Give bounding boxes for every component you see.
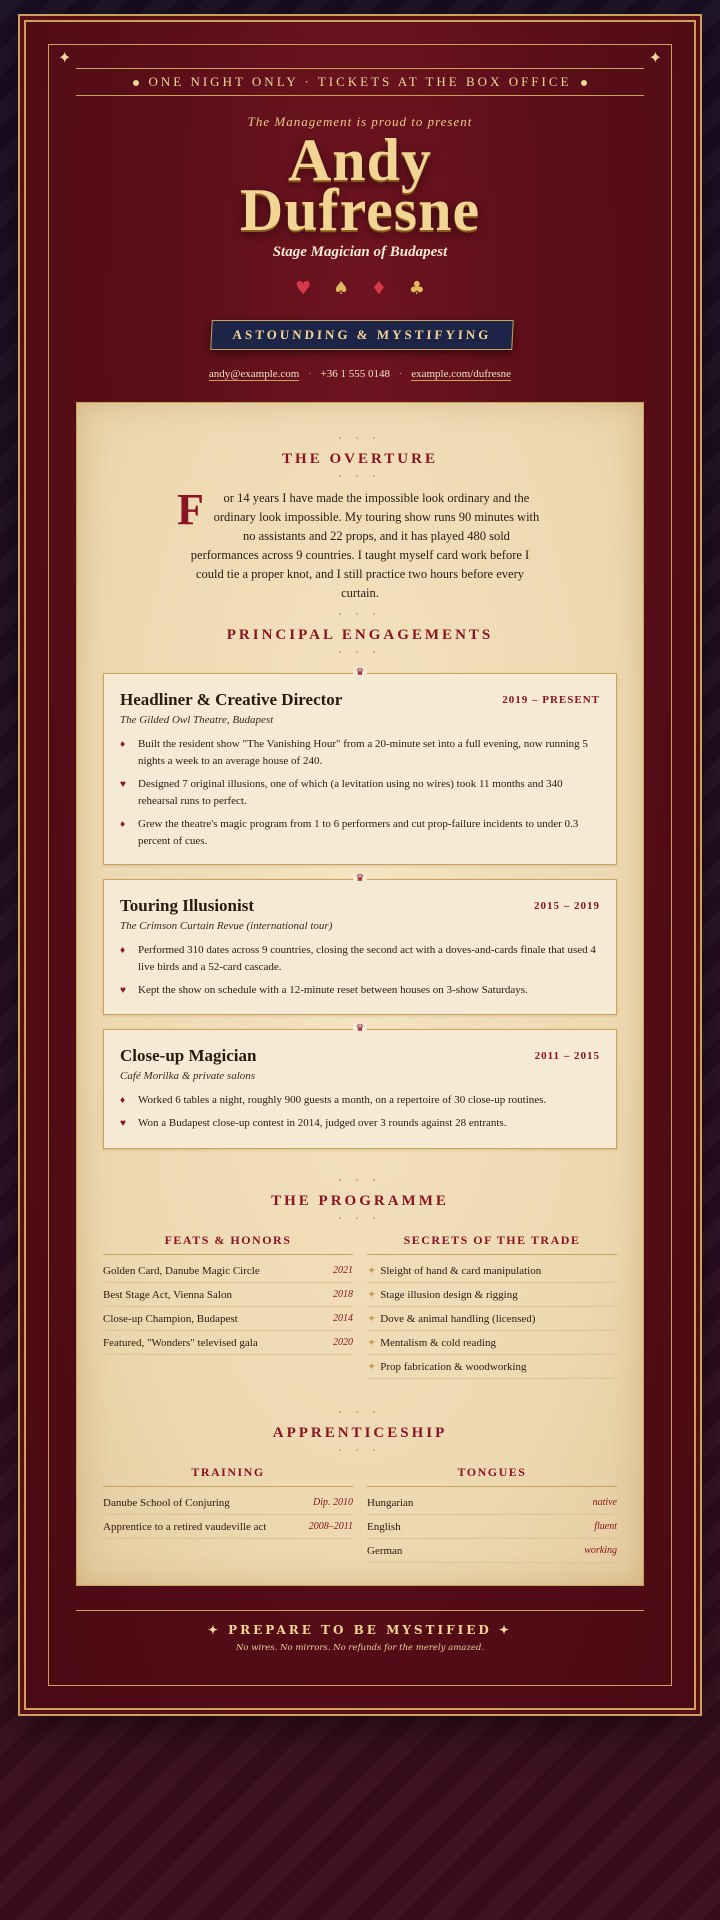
job-place: The Crimson Curtain Revue (international tour) xyxy=(120,920,333,932)
separator: · xyxy=(398,368,403,380)
column-heading-training: TRAINING xyxy=(103,1465,353,1487)
name-last: Dufresne xyxy=(239,177,481,243)
training-label: Danube School of Conjuring xyxy=(103,1497,230,1509)
honor-year: 2020 xyxy=(333,1337,353,1348)
bullet-text: Designed 7 original illusions, one of which (a levitation using no wires) took 11 months and 340 rehearsal runs to perfect. xyxy=(138,778,563,807)
card-suits xyxy=(26,278,694,299)
table-row xyxy=(103,1259,353,1283)
section-title-apprenticeship: APPRENTICESHIP xyxy=(272,1425,448,1441)
website-link[interactable]: example.com/dufresne xyxy=(411,368,512,380)
divider-dots: • • • xyxy=(338,1176,382,1185)
section-title-programme: THE PROGRAMME xyxy=(271,1193,449,1209)
job-place: The Gilded Owl Theatre, Budapest xyxy=(120,714,274,726)
heart-bullet-icon: ♥ xyxy=(120,1118,126,1129)
job-bullets xyxy=(120,942,600,1005)
table-row xyxy=(103,1515,353,1539)
training-detail: 2008–2011 xyxy=(308,1521,353,1532)
poster-frame xyxy=(24,20,696,1710)
table-row xyxy=(103,1283,353,1307)
table-row xyxy=(367,1491,617,1515)
job-card xyxy=(103,667,617,865)
phone-number: +36 1 555 0148 xyxy=(320,368,391,380)
contact-line xyxy=(26,368,694,380)
diamond-icon: ♦ xyxy=(370,278,387,299)
separator: · xyxy=(308,368,312,380)
skill-label: Dove & animal handling (licensed) xyxy=(380,1313,536,1325)
job-bullets xyxy=(120,1092,600,1138)
job-place: Café Morilka & private salons xyxy=(120,1070,256,1082)
finale-footer xyxy=(76,1610,644,1653)
table-row xyxy=(367,1539,617,1563)
divider-dots: • • • xyxy=(338,610,382,619)
email-link[interactable]: andy@example.com xyxy=(208,368,300,380)
corner-star-icon: ✦ xyxy=(58,48,72,67)
club-icon: ♣ xyxy=(408,278,425,299)
spade-bullet-icon: ♦ xyxy=(120,1095,126,1106)
language-level: fluent xyxy=(594,1521,617,1532)
divider-dots: • • • xyxy=(338,1214,382,1223)
bullet-text: Worked 6 tables a night, roughly 900 guests a month, on a repertoire of 30 close-up routines. xyxy=(138,1094,547,1106)
table-row xyxy=(103,1491,353,1515)
honor-label: Golden Card, Danube Magic Circle xyxy=(103,1265,260,1277)
section-title-engagements: PRINCIPAL ENGAGEMENTS xyxy=(226,627,494,643)
owl-emblem-icon: ♛ xyxy=(353,667,367,679)
job-card xyxy=(103,1023,617,1149)
bullet-dot-icon xyxy=(133,80,139,86)
overture-paragraph xyxy=(177,485,543,603)
list-item xyxy=(367,1307,617,1331)
list-item xyxy=(120,982,600,999)
finale-title xyxy=(76,1623,644,1637)
spade-bullet-icon: ♦ xyxy=(120,945,126,956)
drop-cap: F xyxy=(177,485,204,534)
training-label: Apprentice to a retired vaudeville act xyxy=(103,1521,267,1533)
heart-icon: ♥ xyxy=(295,278,312,299)
list-item xyxy=(367,1355,617,1379)
list-item xyxy=(120,736,600,770)
honor-year: 2014 xyxy=(333,1313,353,1324)
parchment-panel xyxy=(76,402,644,1586)
marquee-text: ONE NIGHT ONLY · TICKETS AT THE BOX OFFICE xyxy=(148,74,572,89)
bullet-text: Grew the theatre's magic program from 1 to 6 performers and cut prop-failure incidents to under 0.3 percent of cues. xyxy=(138,818,579,847)
heart-bullet-icon: ♥ xyxy=(120,985,126,996)
marquee-banner xyxy=(76,68,644,96)
honor-label: Featured, "Wonders" televised gala xyxy=(103,1337,258,1349)
list-item xyxy=(367,1259,617,1283)
sparkle-icon: ✦ xyxy=(367,1265,377,1277)
skill-label: Sleight of hand & card manipulation xyxy=(380,1265,542,1277)
spade-bullet-icon: ♦ xyxy=(120,739,126,750)
list-item xyxy=(120,776,600,810)
owl-emblem-icon: ♛ xyxy=(353,1023,367,1035)
finale-note: No wires. No mirrors. No refunds for the merely amazed. xyxy=(235,1643,485,1653)
divider-dots: • • • xyxy=(338,648,382,657)
sparkle-icon: ✦ xyxy=(491,1623,513,1637)
column-heading-feats: FEATS & HONORS xyxy=(103,1233,353,1255)
language-label: Hungarian xyxy=(367,1497,414,1509)
list-item xyxy=(120,1115,600,1132)
column-heading-secrets: SECRETS OF THE TRADE xyxy=(367,1233,617,1255)
owl-emblem-icon: ♛ xyxy=(353,873,367,885)
name-first: Andy xyxy=(287,127,433,193)
corner-star-icon: ✦ xyxy=(648,48,662,67)
honor-year: 2018 xyxy=(333,1289,353,1300)
divider-dots: • • • xyxy=(338,434,382,443)
job-dates: 2011 – 2015 xyxy=(534,1050,600,1062)
list-item xyxy=(120,1092,600,1109)
bullet-text: Kept the show on schedule with a 12-minute reset between houses on 3-show Saturdays. xyxy=(138,984,528,996)
sparkle-icon: ✦ xyxy=(367,1313,377,1325)
skill-label: Stage illusion design & rigging xyxy=(380,1289,518,1301)
language-label: English xyxy=(367,1521,401,1533)
section-title-overture: THE OVERTURE xyxy=(282,451,438,467)
tagline-badge: ASTOUNDING & MYSTIFYING xyxy=(210,320,514,350)
subtitle: Stage Magician of Budapest xyxy=(272,244,448,260)
table-row xyxy=(103,1331,353,1355)
bullet-dot-icon xyxy=(581,80,587,86)
column-heading-tongues: TONGUES xyxy=(367,1465,617,1487)
table-row xyxy=(103,1307,353,1331)
presents-line: The Management is proud to present xyxy=(247,114,473,129)
job-title: Close-up Magician xyxy=(120,1046,257,1065)
sparkle-icon: ✦ xyxy=(367,1337,377,1349)
skill-label: Mentalism & cold reading xyxy=(380,1337,496,1349)
sparkle-icon: ✦ xyxy=(367,1361,377,1373)
finale-title-text: PREPARE TO BE MYSTIFIED xyxy=(228,1623,492,1637)
honor-year: 2021 xyxy=(333,1265,353,1276)
sparkle-icon: ✦ xyxy=(367,1289,377,1301)
heart-bullet-icon: ♥ xyxy=(120,779,126,790)
list-item xyxy=(367,1331,617,1355)
job-dates: 2019 – PRESENT xyxy=(502,694,600,706)
job-title: Touring Illusionist xyxy=(120,896,255,915)
training-detail: Dip. 2010 xyxy=(313,1497,353,1508)
language-level: native xyxy=(592,1497,617,1508)
language-level: working xyxy=(584,1545,617,1556)
job-title: Headliner & Creative Director xyxy=(120,690,343,709)
spade-bullet-icon: ♦ xyxy=(120,819,126,830)
honor-label: Best Stage Act, Vienna Salon xyxy=(103,1289,232,1301)
table-row xyxy=(367,1515,617,1539)
bullet-text: Built the resident show "The Vanishing Hour" from a 20-minute set into a full evening, now running 5 nights a week to an average house of 240. xyxy=(138,738,588,767)
language-label: German xyxy=(367,1545,403,1557)
job-card xyxy=(103,873,617,1015)
sparkle-icon: ✦ xyxy=(207,1623,229,1637)
overture-text: or 14 years I have made the impossible look ordinary and the ordinary look impossible. My touring show runs 90 minutes with no assistants and 22 props, and it has played 480 sold performances across 9 countries. I taught myself card work before I could tie a proper knot, and I still practice two hours before every curtain. xyxy=(190,491,540,600)
bullet-text: Won a Budapest close-up contest in 2014, judged over 3 rounds against 28 entrants. xyxy=(138,1117,507,1129)
divider-dots: • • • xyxy=(338,1408,382,1417)
spade-icon: ♠ xyxy=(332,278,350,299)
bullet-text: Performed 310 dates across 9 countries, closing the second act with a doves-and-cards finale that used 4 live birds and a 52-card cascade. xyxy=(138,944,596,973)
skill-label: Prop fabrication & woodworking xyxy=(380,1361,527,1373)
list-item xyxy=(120,816,600,850)
list-item xyxy=(120,942,600,976)
honor-label: Close-up Champion, Budapest xyxy=(103,1313,238,1325)
job-bullets xyxy=(120,736,600,856)
divider-dots: • • • xyxy=(338,472,382,481)
divider-dots: • • • xyxy=(338,1446,382,1455)
job-dates: 2015 – 2019 xyxy=(534,900,600,912)
list-item xyxy=(367,1283,617,1307)
